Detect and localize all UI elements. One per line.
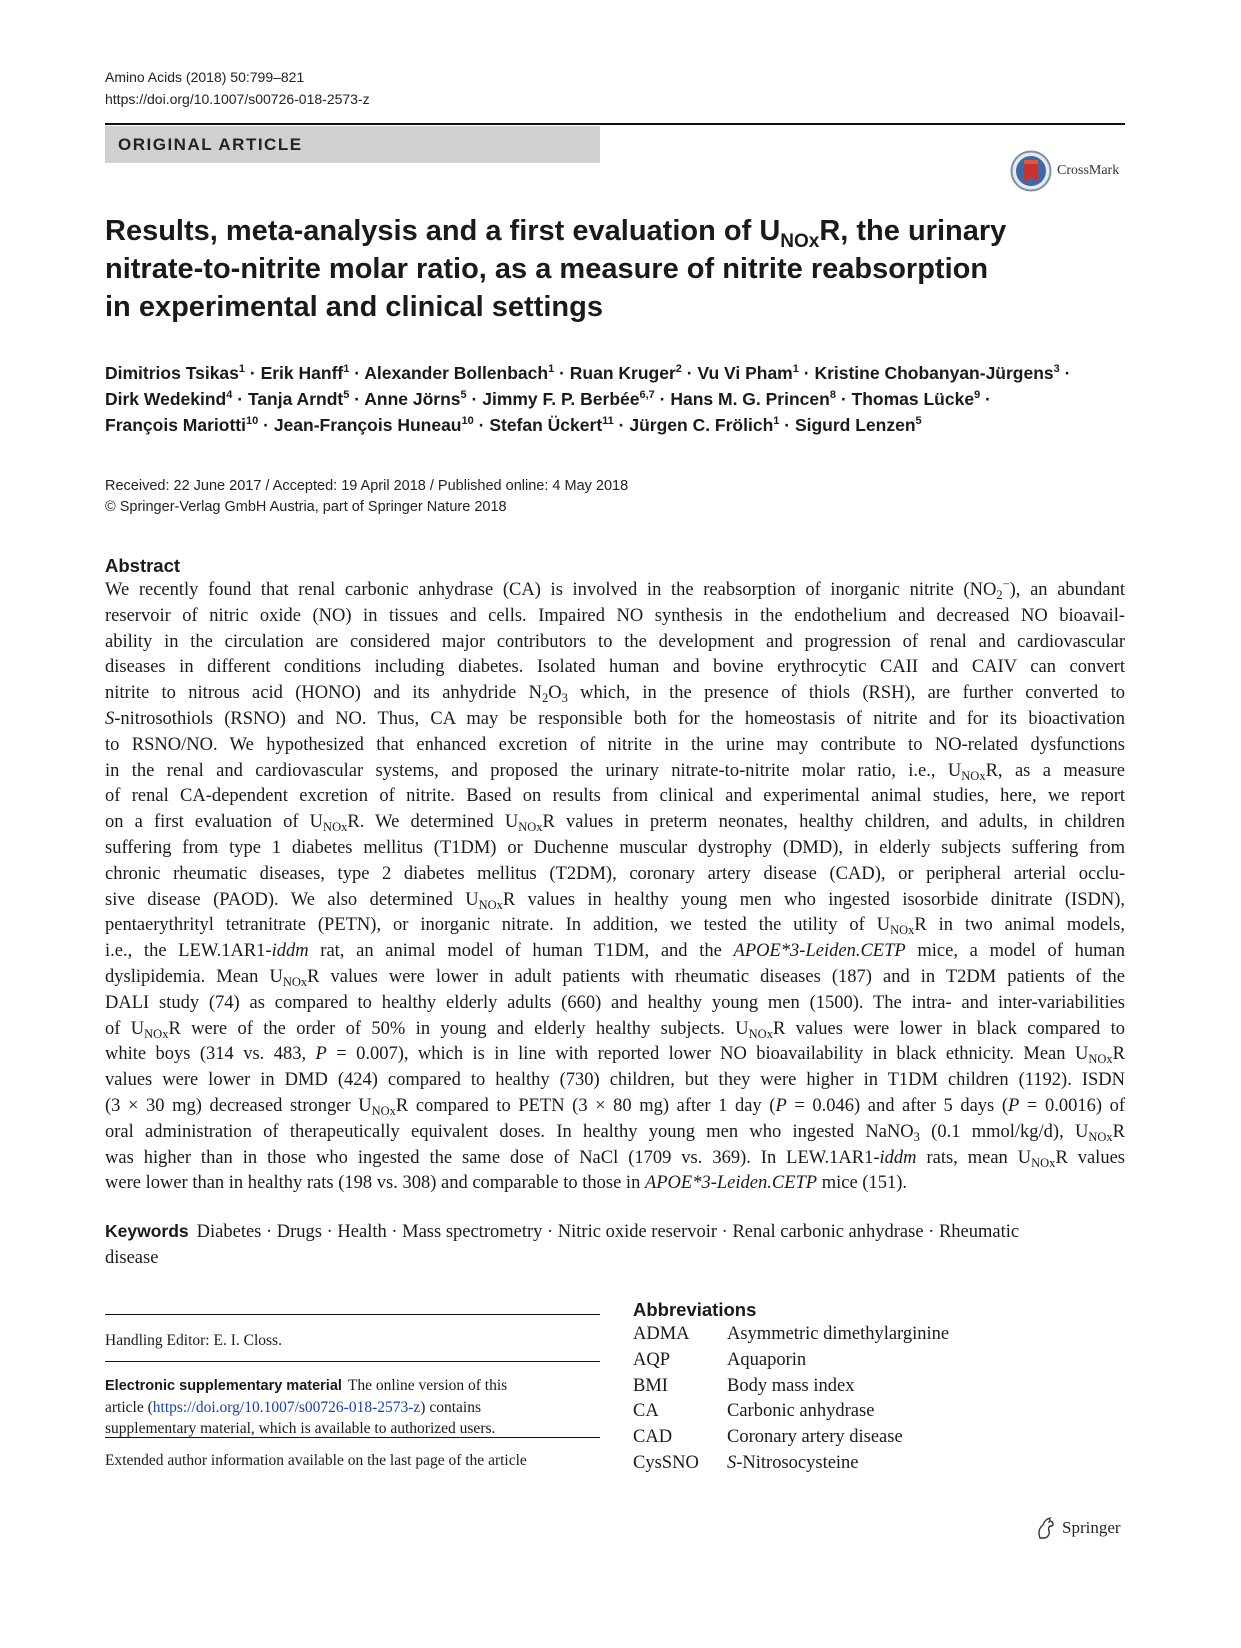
author[interactable]: Hans M. G. Princen$^8$ <box>670 389 836 409</box>
keywords-section <box>105 1218 1125 1271</box>
springer-logo <box>1034 1516 1121 1540</box>
footnote-rule-bottom <box>105 1437 600 1438</box>
abstract-line: to RSNO/NO. We hypothesized that enhanced excretion of nitrite in the urine may contribute to NO-related dysfunctions <box>105 734 1125 755</box>
abbreviation-definition: S-Nitrosocysteine <box>727 1452 859 1473</box>
abstract-line: reservoir of nitric oxide (NO) in tissues and cells. Impaired NO synthesis in the endothelium and decreased NO bioavail- <box>105 605 1125 626</box>
publication-dates: Received: 22 June 2017 / Accepted: 19 April 2018 / Published online: 4 May 2018 <box>105 478 629 494</box>
author-separator: · <box>466 389 483 409</box>
abstract-line: S-nitrosothiols (RSNO) and NO. Thus, CA may be responsible both for the homeostasis of nitrite and for its bioactivation <box>105 708 1125 729</box>
affiliation-marker: 6,7 <box>639 389 655 401</box>
abstract-line: We recently found that renal carbonic anhydrase (CA) is involved in the reabsorption of inorganic nitrite $(NO_2^-)$, an abundant <box>105 577 1126 602</box>
abstract-line: dyslipidemia. Mean $U_{NOx}R$ values were lower in adult patients with rheumatic diseases (187) and in T2DM patients of the <box>105 966 1125 989</box>
abstract-line: (3 × 30 mg) decreased stronger $U_{NOx}R$ compared to PETN (3 × 80 mg) after 1 day (P = 0.046) and after 5 days (P = 0.0016) of <box>105 1095 1125 1118</box>
author[interactable]: Sigurd Lenzen$^5$ <box>794 415 922 435</box>
author-list <box>105 360 1135 438</box>
author-separator: · <box>654 389 671 409</box>
abbreviation-row <box>633 1348 949 1374</box>
abstract-line: of renal CA-dependent excretion of nitrite. Based on results from clinical and experimental animal studies, here, we report <box>105 786 1125 807</box>
abstract-heading: Abstract <box>105 555 181 576</box>
author[interactable]: Alexander Bollenbach$^1$ <box>364 363 555 383</box>
abstract-line: were lower than in healthy rats (198 vs. 308) and comparable to those in APOE*3-Leiden.CETP mice (151). <box>105 1173 907 1194</box>
doi-link[interactable]: https://doi.org/10.1007/s00726-018-2573-z <box>105 91 370 107</box>
abstract-line: i.e., the LEW.1AR1-iddm rat, an animal model of human T1DM, and the APOE*3-Leiden.CETP mice, a model of human <box>105 941 1125 962</box>
author-separator: · <box>349 389 365 409</box>
esm-label: Electronic supplementary material <box>105 1378 342 1394</box>
abbreviation-row <box>633 1322 949 1348</box>
affiliation-marker: 8 <box>829 389 836 401</box>
author-line <box>105 412 1135 438</box>
author[interactable]: Stefan Ückert$^{11}$ <box>489 415 614 435</box>
affiliation-marker: 5 <box>915 415 922 427</box>
article-title <box>105 212 1105 326</box>
keywords-line-1 <box>105 1218 1125 1245</box>
author-separator: · <box>245 363 261 383</box>
springer-label: Springer <box>1062 1518 1121 1537</box>
copyright-notice: © Springer-Verlag GmbH Austria, part of Springer Nature 2018 <box>105 499 507 515</box>
article-type-banner: ORIGINAL ARTICLE <box>105 126 600 163</box>
keywords-line-2: disease <box>105 1248 159 1268</box>
abstract-body <box>105 578 1125 1197</box>
affiliation-marker: 9 <box>974 389 981 401</box>
author-separator: · <box>779 415 795 435</box>
abbreviation: BMI <box>633 1375 668 1396</box>
author[interactable]: Anne Jörns$^5$ <box>364 389 467 409</box>
author-line <box>105 386 1135 412</box>
abstract-line: on a first evaluation of $U_{NOx}R$. We determined $U_{NOx}R$ values in preterm neonates, healthy children, and adults, in children <box>105 812 1125 835</box>
esm-doi-link[interactable]: https://doi.org/10.1007/s00726-018-2573-z <box>152 1399 421 1416</box>
abbreviation-row <box>633 1425 949 1451</box>
springer-horse-icon <box>1034 1516 1056 1540</box>
keywords-label: Keywords <box>105 1221 189 1241</box>
abstract-line: sive disease (PAOD). We also determined $U_{NOx}R$ values in healthy young men who ingested isosorbide dinitrate (ISDN), <box>105 889 1125 912</box>
author-separator: · <box>681 363 698 383</box>
abstract-line: values were lower in DMD (424) compared to healthy (730) children, but they were higher in T1DM children (1192). ISDN <box>105 1070 1125 1091</box>
abstract-line: diseases in different conditions including diabetes. Isolated human and bovine erythrocytic CAII and CAIV can convert <box>105 657 1125 678</box>
abstract-line: of $U_{NOx}R$ were of the order of 50% in young and elderly healthy subjects. $U_{NOx}R$ values were lower in black compared to <box>105 1018 1125 1041</box>
author-separator: · <box>349 363 365 383</box>
author-separator: · <box>798 363 815 383</box>
abbreviation-definition: Aquaporin <box>727 1349 807 1370</box>
affiliation-marker: 1 <box>548 363 555 375</box>
author[interactable]: Vu Vi Pham$^1$ <box>697 363 799 383</box>
title-line-1: Results, meta-analysis and a first evaluation of $U_{NOx}R$, the urinary <box>105 215 1007 252</box>
abstract-line: was higher than in those who ingested the same dose of NaCl (1709 vs. 369). In LEW.1AR1-iddm rats, mean $U_{NOx}R$ values <box>105 1147 1125 1170</box>
author[interactable]: Ruan Kruger$^2$ <box>569 363 682 383</box>
author-line <box>105 360 1135 386</box>
affiliation-marker: 5 <box>460 389 467 401</box>
abstract-line: in the renal and cardiovascular systems, and proposed the urinary nitrate-to-nitrite molar ratio, i.e., $U_{NOx}R$, as a measure <box>105 760 1125 783</box>
abstract-line: chronic rheumatic diseases, type 2 diabetes mellitus (T2DM), coronary artery disease (CAD), or peripheral arterial occlu- <box>105 863 1125 884</box>
abbreviation-definition: Carbonic anhydrase <box>727 1401 875 1422</box>
abbreviation-row <box>633 1399 949 1425</box>
abbreviation: CA <box>633 1401 659 1422</box>
header-rule <box>105 123 1125 125</box>
affiliation-marker: 1 <box>238 363 246 375</box>
abstract-line: white boys (314 vs. 483, P = 0.007), which is in line with reported lower NO bioavailability in black ethnicity. Mean $U_{NOx}R$ <box>105 1044 1125 1067</box>
affiliation-marker: 10 <box>246 415 259 427</box>
abbreviation-row <box>633 1374 949 1400</box>
abbreviations-list <box>633 1322 949 1477</box>
footnote-rule-mid <box>105 1361 600 1362</box>
affiliation-marker: 11 <box>602 415 614 427</box>
handling-editor: Handling Editor: E. I. Closs. <box>105 1332 282 1349</box>
title-line-3: in experimental and clinical settings <box>105 291 603 323</box>
keywords-list: Diabetes · Drugs · Health · Mass spectrometry · Nitric oxide reservoir · Renal carbonic anhydrase · Rheumatic <box>196 1222 1020 1242</box>
crossmark-label: CrossMark <box>1057 163 1120 178</box>
author-separator: · <box>1059 363 1071 383</box>
affiliation-marker: 3 <box>1053 363 1060 375</box>
affiliation-marker: 1 <box>773 415 780 427</box>
abbreviation: AQP <box>633 1349 671 1370</box>
abbreviation-definition: Coronary artery disease <box>727 1427 903 1448</box>
abbreviation: CysSNO <box>633 1452 699 1473</box>
author[interactable]: Erik Hanff$^1$ <box>260 363 350 383</box>
footnote-rule-top <box>105 1314 600 1315</box>
author[interactable]: Dirk Wedekind$^4$ <box>105 389 233 409</box>
author-separator: · <box>258 415 274 435</box>
abbreviation-row <box>633 1451 949 1477</box>
author-separator: · <box>980 389 991 409</box>
affiliation-marker: 1 <box>343 363 350 375</box>
author[interactable]: Kristine Chobanyan-Jürgens$^3$ <box>814 363 1060 383</box>
abstract-line: DALI study (74) as compared to healthy elderly adults (660) and healthy young men (1500). The intra- and inter-variabilities <box>105 992 1125 1013</box>
abstract-line: suffering from type 1 diabetes mellitus (T1DM) or Duchenne muscular dystrophy (DMD), in elderly subjects suffering from <box>105 837 1125 858</box>
abbreviation-definition: Asymmetric dimethylarginine <box>727 1324 950 1344</box>
affiliation-marker: 10 <box>461 415 474 427</box>
author-separator: · <box>473 415 490 435</box>
author[interactable]: François Mariotti$^{10}$ <box>105 415 259 435</box>
author[interactable]: Tanja Arndt$^5$ <box>247 389 350 409</box>
abbreviation-definition: Body mass index <box>727 1375 855 1396</box>
abbreviation: CAD <box>633 1427 673 1448</box>
author[interactable]: Thomas Lücke$^9$ <box>851 389 981 409</box>
crossmark-icon <box>1010 150 1052 192</box>
crossmark-badge[interactable] <box>1010 147 1119 195</box>
author-separator: · <box>835 389 852 409</box>
author[interactable]: Dimitrios Tsikas$^1$ <box>105 363 246 383</box>
author-separator: · <box>232 389 248 409</box>
author[interactable]: Jean-François Huneau$^{10}$ <box>273 415 474 435</box>
abbreviation: ADMA <box>633 1324 690 1344</box>
author[interactable]: Jimmy F. P. Berbée$^{6,7}$ <box>482 389 655 409</box>
journal-citation: Amino Acids (2018) 50:799–821 <box>105 69 305 85</box>
affiliation-marker: 4 <box>226 389 233 401</box>
affiliation-marker: 1 <box>792 363 799 375</box>
author-separator: · <box>613 415 630 435</box>
abstract-line: oral administration of therapeutically equivalent doses. In healthy young men who ingested NaNO$_3$ (0.1 mmol/kg/d), $U_{NOx}R$ <box>105 1121 1125 1144</box>
abbreviations-heading: Abbreviations <box>633 1299 757 1320</box>
abstract-line: pentaerythrityl tetranitrate (PETN), or inorganic nitrate. In addition, we tested the utility of $U_{NOx}R$ in two animal models, <box>105 915 1125 938</box>
affiliation-marker: 2 <box>675 363 682 375</box>
abstract-line: nitrite to nitrous acid (HONO) and its anhydride $N_2O_3$ which, in the presence of thiols (RSH), are further converted to <box>105 683 1125 706</box>
title-line-2: nitrate-to-nitrite molar ratio, as a measure of nitrite reabsorption <box>105 253 989 285</box>
author-separator: · <box>554 363 570 383</box>
abstract-line: ability in the circulation are considered major contributors to the development and progression of renal and cardiovascular <box>105 631 1125 652</box>
affiliation-marker: 5 <box>343 389 350 401</box>
supplementary-material-note: Electronic supplementary material The online version of this article (https://doi.org/10.1007/s00726-018-2573-z) contains supplementary material, which is available to authorized users. <box>105 1377 508 1437</box>
extended-author-info: Extended author information available on the last page of the article <box>105 1452 527 1469</box>
author[interactable]: Jürgen C. Frölich$^1$ <box>629 415 780 435</box>
